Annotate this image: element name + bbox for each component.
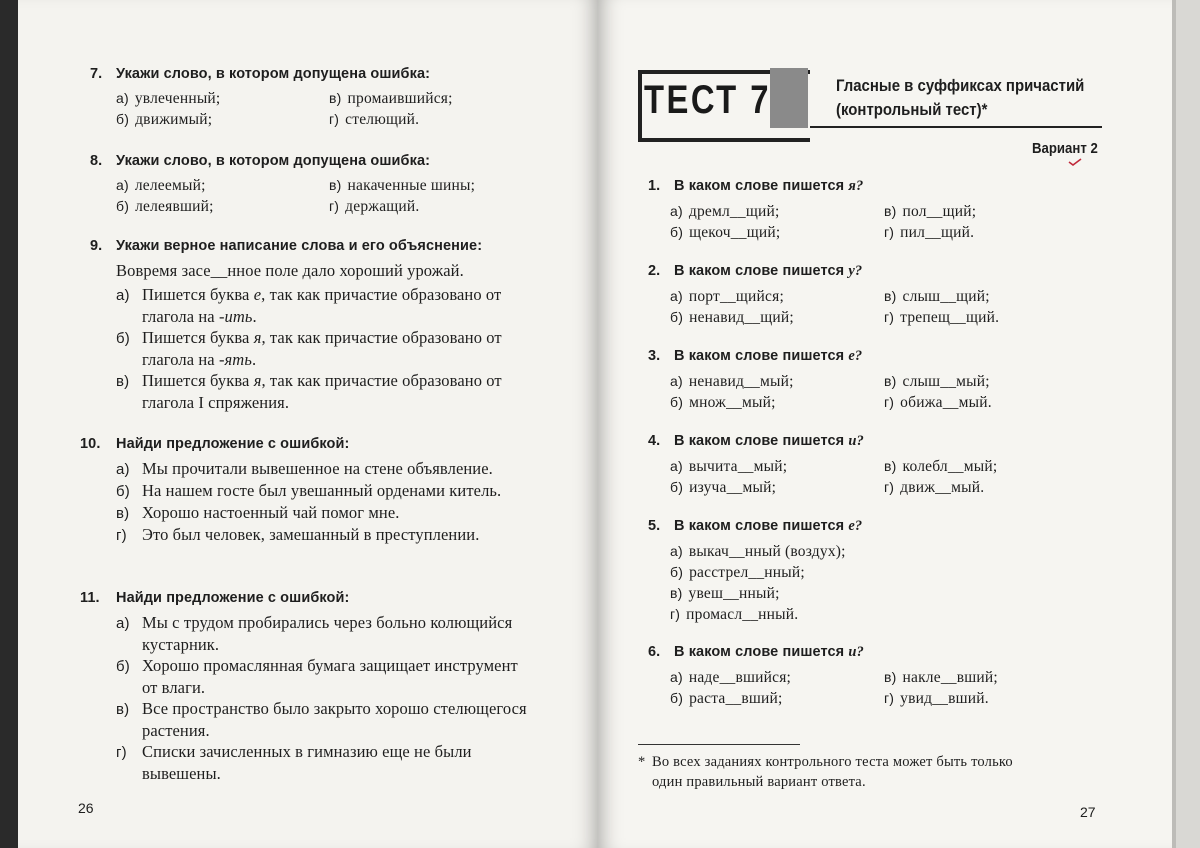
option-b: б) На нашем госте был увешанный орденами китель. [116,481,502,500]
option-a: а) дремл__щий; [670,203,780,220]
task-title: 8. Укажи слово, в котором допущена ошибка: [90,153,431,169]
page-number: 27 [1080,804,1096,820]
right-page [598,0,1172,848]
option-b: б) движимый; [116,111,213,128]
task-10 [80,436,550,546]
option-g: г) стелющий. [329,111,420,128]
option-v: в) Пишется буква я, так как причастие образовано от глагола I спряжения. [116,371,502,412]
header-rule [810,126,1102,128]
option-b: б) лелеявший; [116,198,214,215]
footnote-rule [638,744,800,745]
page-number: 26 [78,800,94,816]
option-b: б) расстрел__нный; [670,564,805,581]
test-question-3: 3. В каком слове пишется е? а) ненавид__мый; в) слыш__мый; б) множ__мый; г) обижа__мый. [648,348,1104,413]
option-v: в) пол__щий; [884,203,977,220]
footnote: * Во всех заданиях контрольного теста может быть только один правильный вариант ответа. [638,754,1013,790]
option-g: г) движ__мый. [884,479,985,496]
task-title: 9. Укажи верное написание слова и его объяснение: [90,238,483,254]
option-a: а) Мы прочитали вывешенное на стене объявление. [116,459,493,478]
option-a: а) увлеченный; [116,90,221,107]
options-grid [116,175,549,217]
option-v: в) промаившийся; [329,90,453,107]
option-g: г) обижа__мый. [884,394,992,411]
left-page [18,0,598,848]
task-9 [90,238,550,413]
option-g: г) трепещ__щий. [884,309,1000,326]
option-a: а) ненавид__мый; [670,373,794,390]
option-a: а) вычита__мый; [670,458,788,475]
option-b: б) щекоч__щий; [670,224,781,241]
test-question-4: 4. В каком слове пишется и? а) вычита__мый; в) колебл__мый; б) изуча__мый; г) движ__мый. [648,433,1104,498]
test-question-2: 2. В каком слове пишется у? а) порт__щийся; в) слыш__щий; б) ненавид__щий; г) трепещ__щий. [648,263,1104,328]
option-b: б) множ__мый; [670,394,776,411]
option-v: в) слыш__мый; [884,373,990,390]
check-mark-icon [1068,158,1082,166]
option-v: в) Все пространство было закрыто хорошо стелющегося растения. [116,699,527,740]
option-v: в) колебл__мый; [884,458,998,475]
option-a: а) порт__щийся; [670,288,784,305]
option-g: г) промасл__нный. [670,606,799,623]
option-b: б) Пишется буква я, так как причастие образовано от глагола на -ять. [116,328,502,369]
option-v: в) накаченные шины; [329,177,476,194]
option-g: г) пил__щий. [884,224,975,241]
test-question-1: 1. В каком слове пишется я? а) дремл__щий; в) пол__щий; б) щекоч__щий; г) пил__щий. [648,178,1104,243]
option-a: а) лелеемый; [116,177,206,194]
task-11 [80,590,550,784]
option-b: б) изуча__мый; [670,479,777,496]
option-b: б) ненавид__щий; [670,309,794,326]
option-g: г) держащий. [329,198,420,215]
option-b: б) раста__вший; [670,690,783,707]
option-b: б) Хорошо промаслянная бумага защищает инструмент от влаги. [116,656,518,697]
option-a: а) Пишется буква е, так как причастие образовано от глагола на -ить. [116,285,502,326]
option-v: в) слыш__щий; [884,288,990,305]
option-g: г) Это был человек, замешанный в преступлении. [116,525,480,544]
test-subtitle: Гласные в суффиксах причастий (контрольный тест)* [836,76,1085,119]
test-question-5: 5. В каком слове пишется е? а) выкач__нный (воздух); б) расстрел__нный; в) увеш__нный; г) промасл__нный. [648,518,863,623]
option-a: а) выкач__нный (воздух); [670,543,846,560]
test-question-6: 6. В каком слове пишется и? а) наде__вшийся; в) накле__вший; б) раста__вший; г) увид__вший. [648,644,1104,709]
test-header-accent [770,68,808,128]
test-title: ТЕСТ 7 [644,78,771,122]
option-g: г) увид__вший. [884,690,989,707]
option-v: в) увеш__нный; [670,585,780,602]
book-edge [1172,0,1200,848]
options-grid [116,88,549,130]
option-a: а) наде__вшийся; [670,669,792,686]
variant-label: Вариант 2 [1032,140,1098,157]
task-sentence: Вовремя засе__нное поле дало хороший урожай. [116,261,464,280]
task-title: 7. Укажи слово, в котором допущена ошибка: [90,66,431,82]
task-title: 10. Найди предложение с ошибкой: [80,436,350,452]
task-8 [90,153,549,217]
option-v: в) Хорошо настоенный чай помог мне. [116,503,400,522]
option-a: а) Мы с трудом пробирались через больно колющийся кустарник. [116,613,513,654]
task-7 [90,66,549,130]
task-title: 11. Найди предложение с ошибкой: [80,590,350,606]
option-g: г) Списки зачисленных в гимназию еще не были вывешены. [116,742,472,783]
option-v: в) накле__вший; [884,669,998,686]
